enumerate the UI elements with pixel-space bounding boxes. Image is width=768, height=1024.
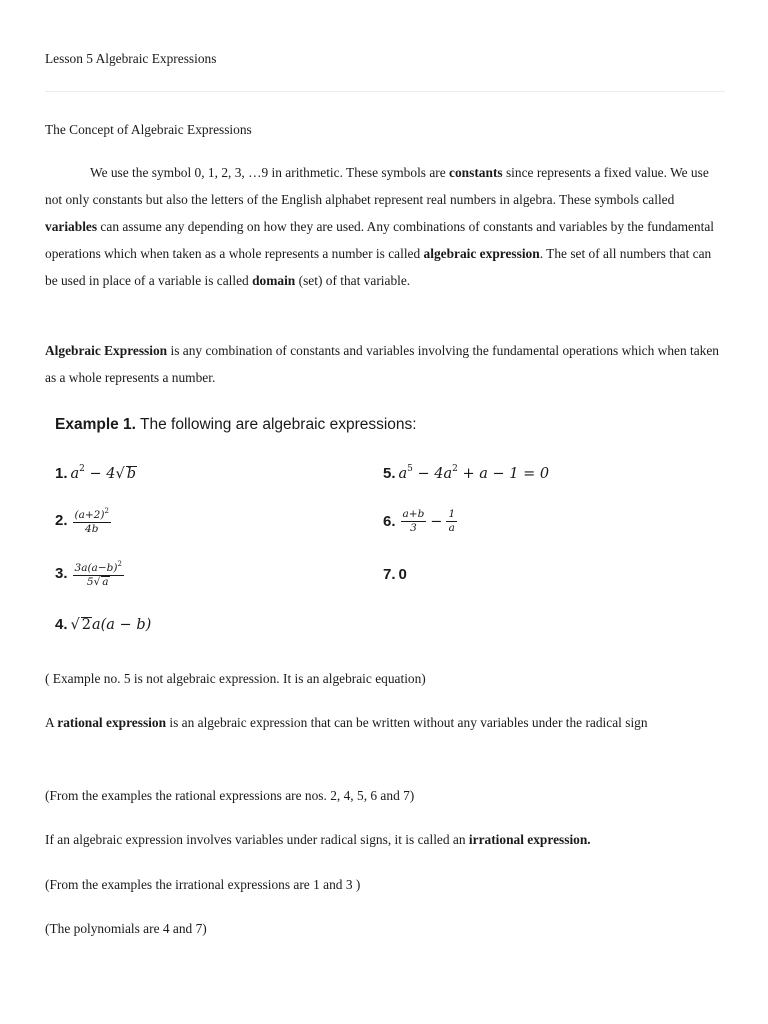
intro-paragraph	[45, 159, 725, 294]
text-run: can assume any depending on how they are used. Any combinations of constants and variables by the fundamental operations which when taken as a whole represents a number is called	[45, 219, 715, 261]
polynomials-note: (The polynomials are 4 and 7)	[45, 921, 207, 936]
text-run: since represents a fixed value. We use not only constants but also the letters of the English alphabet represent real numbers in algebra. These symbols called	[45, 165, 709, 207]
bold-term: rational expression	[57, 715, 167, 730]
bold-term: irrational expression.	[468, 832, 591, 847]
irrational-definition	[45, 826, 725, 853]
example-item-4: 4. √ 2a(a − b)	[55, 616, 152, 633]
example-note: ( Example no. 5 is not algebraic expression. It is an algebraic equation)	[45, 671, 426, 686]
example-item-5: 5. $a^5 - 4a^2 + a - 1 = 0$	[383, 464, 550, 482]
bold-term: algebraic expression	[423, 246, 540, 261]
section-heading: The Concept of Algebraic Expressions	[45, 122, 252, 137]
example-item-3: 3. $\frac{3a(a-b)^2}{5√ a}$	[55, 560, 122, 588]
example-item-2: 2. $\frac{(a+2)^2}{4b}$	[55, 507, 109, 535]
example-item-1: 1. $a^2 - 4√$ b	[55, 464, 137, 482]
text-run: is any combination of constants and variables involving the fundamental operations which when taken as a whole represents a number.	[45, 343, 719, 385]
example-item-6: 6. $\frac{a+b}{3}$ − $\frac{1}{a}$	[383, 508, 456, 534]
irrational-examples: (From the examples the irrational expressions are 1 and 3 )	[45, 877, 361, 892]
text-run: is an algebraic expression that can be written without any variables under the radical sign	[166, 715, 648, 730]
text-run: If an algebraic expression involves variables under radical signs, it is called an	[45, 832, 469, 847]
example-item-7: 7. 0	[383, 566, 407, 583]
example-heading: Example 1. The following are algebraic expressions:	[55, 416, 417, 433]
text-run: We use the symbol 0, 1, 2, 3, …9 in arithmetic. These symbols are	[90, 165, 450, 180]
divider	[45, 91, 725, 92]
lesson-title: Lesson 5 Algebraic Expressions	[45, 51, 217, 66]
bold-term: Algebraic Expression	[45, 343, 168, 358]
text-run: (set) of that variable.	[295, 273, 411, 288]
text-run: A	[45, 715, 58, 730]
text-run: . The set of all numbers that can be used in place of a variable is called	[45, 246, 712, 288]
example-figure	[45, 408, 605, 658]
rational-examples: (From the examples the rational expressions are nos. 2, 4, 5, 6 and 7)	[45, 788, 415, 803]
bold-term: domain	[252, 273, 296, 288]
rational-definition	[45, 709, 725, 736]
bold-term: constants	[449, 165, 503, 180]
definition-paragraph	[45, 337, 725, 391]
bold-term: variables	[45, 219, 98, 234]
